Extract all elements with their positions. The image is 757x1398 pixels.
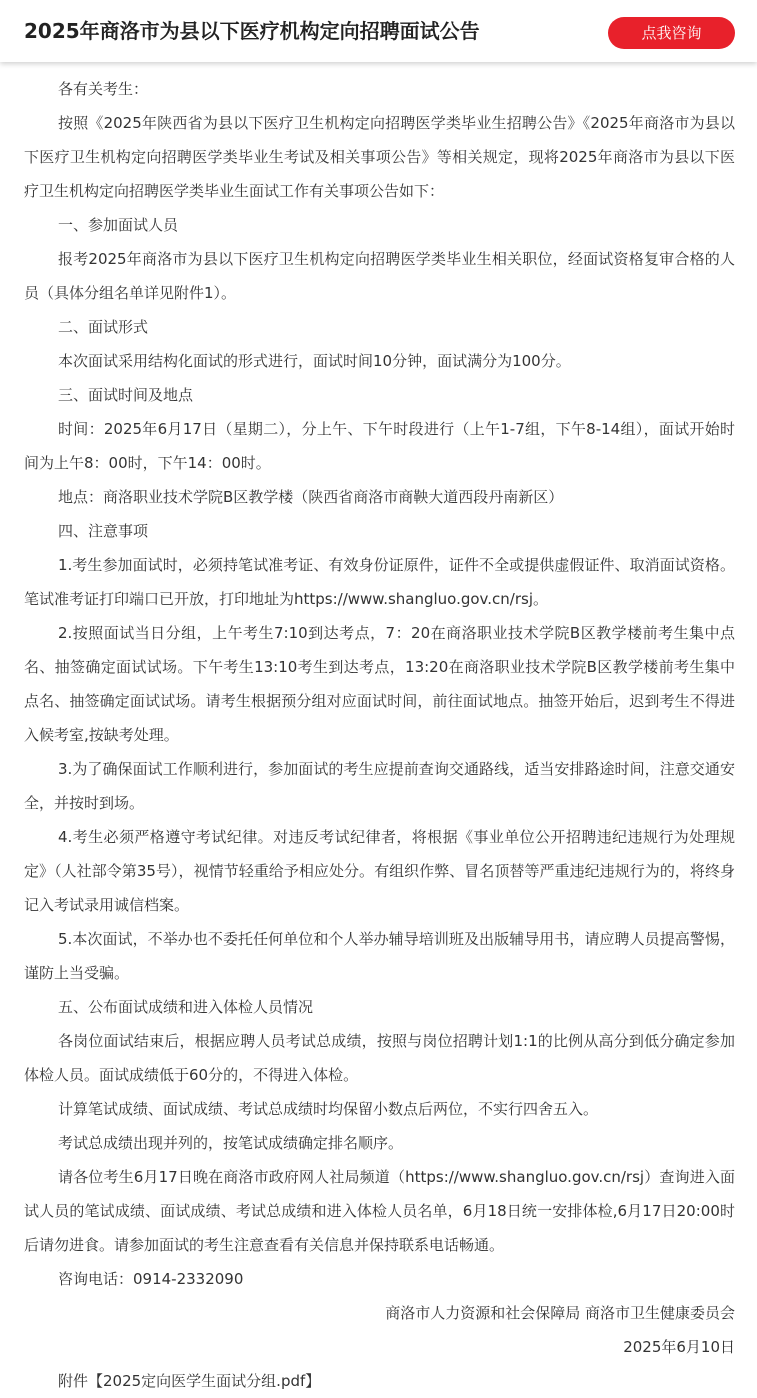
note-item: 4.考生必须严格遵守考试纪律。对违反考试纪律者，将根据《事业单位公开招聘违纪违规行为处理规定》（人社部令第35号），视情节轻重给予相应处分。有组织作弊、冒名顶替等严重违纪违规行为的，将终身记入考试录用诚信档案。: [24, 828, 735, 914]
page-title: 2025年商洛市为县以下医疗机构定向招聘面试公告: [24, 19, 480, 43]
section-3-time: 时间：2025年6月17日（星期二），分上午、下午时段进行（上午1-7组，下午8-14组），面试开始时间为上午8：00时，下午14：00时。: [24, 420, 735, 472]
page-header: [0, 0, 757, 62]
section-5-paragraph: 请各位考生6月17日晚在商洛市政府网人社局频道（https://www.shangluo.gov.cn/rsj）查询进入面试人员的笔试成绩、面试成绩、考试总成绩和进入体检人员名单，6月18日统一安排体检,6月17日20:00时后请勿进食。请参加面试的考生注意查看有关信息并保持联系电话畅通。: [24, 1168, 735, 1254]
section-5-paragraph: 计算笔试成绩、面试成绩、考试总成绩时均保留小数点后两位，不实行四舍五入。: [58, 1100, 599, 1118]
section-3-place: 地点：商洛职业技术学院B区教学楼（陕西省商洛市商鞅大道西段丹南新区）: [58, 488, 564, 506]
section-5-paragraph: 考试总成绩出现并列的，按笔试成绩确定排名顺序。: [58, 1134, 404, 1152]
issue-date: 2025年6月10日: [623, 1338, 735, 1356]
note-item: 1.考生参加面试时，必须持笔试准考证、有效身份证原件，证件不全或提供虚假证件、取消面试资格。笔试准考证打印端口已开放，打印地址为https://www.shangluo.gov.cn/rsj。: [24, 556, 735, 608]
section-2-title: 二、面试形式: [58, 318, 149, 336]
attachment-line: [24, 1364, 735, 1398]
section-4-title: 四、注意事项: [58, 522, 149, 540]
section-1-title: 一、参加面试人员: [58, 216, 179, 234]
greeting: 各有关考生：: [58, 80, 149, 98]
note-item: 3.为了确保面试工作顺利进行，参加面试的考生应提前查询交通路线，适当安排路途时间，注意交通安全，并按时到场。: [24, 760, 735, 812]
issuer: 商洛市人力资源和社会保障局 商洛市卫生健康委员会: [385, 1304, 735, 1322]
section-3-title: 三、面试时间及地点: [58, 386, 194, 404]
section-1-body: 报考2025年商洛市为县以下医疗卫生机构定向招聘医学类毕业生相关职位，经面试资格复审合格的人员（具体分组名单详见附件1）。: [24, 250, 735, 302]
section-5-title: 五、公布面试成绩和进入体检人员情况: [58, 998, 314, 1016]
note-item: 5.本次面试，不举办也不委托任何单位和个人举办辅导培训班及出版辅导用书，请应聘人员提高警惕，谨防上当受骗。: [24, 930, 735, 982]
section-5-paragraph: 各岗位面试结束后，根据应聘人员考试总成绩，按照与岗位招聘计划1:1的比例从高分到低分确定参加体检人员。面试成绩低于60分的，不得进入体检。: [24, 1032, 735, 1084]
consult-phone: 咨询电话：0914-2332090: [58, 1270, 244, 1288]
intro-paragraph: 按照《2025年陕西省为县以下医疗卫生机构定向招聘医学类毕业生招聘公告》《2025年商洛市为县以下医疗卫生机构定向招聘医学类毕业生考试及相关事项公告》等相关规定，现将2025年商洛市为县以下医疗卫生机构定向招聘医学类毕业生面试工作有关事项公告如下：: [24, 114, 735, 200]
section-2-body: 本次面试采用结构化面试的形式进行，面试时间10分钟，面试满分为100分。: [58, 352, 571, 370]
consult-button[interactable]: 点我咨询: [608, 17, 735, 49]
note-item: 2.按照面试当日分组，上午考生7:10到达考点，7：20在商洛职业技术学院B区教学楼前考生集中点名、抽签确定面试试场。下午考生13:10考生到达考点，13:20在商洛职业技术学院B区教学楼前考生集中点名、抽签确定面试试场。请考生根据预分组对应面试时间，前往面试地点。抽签开始后，迟到考生不得进入候考室,按缺考处理。: [24, 624, 735, 744]
attachment-link[interactable]: 附件【2025定向医学生面试分组.pdf】: [58, 1372, 321, 1390]
